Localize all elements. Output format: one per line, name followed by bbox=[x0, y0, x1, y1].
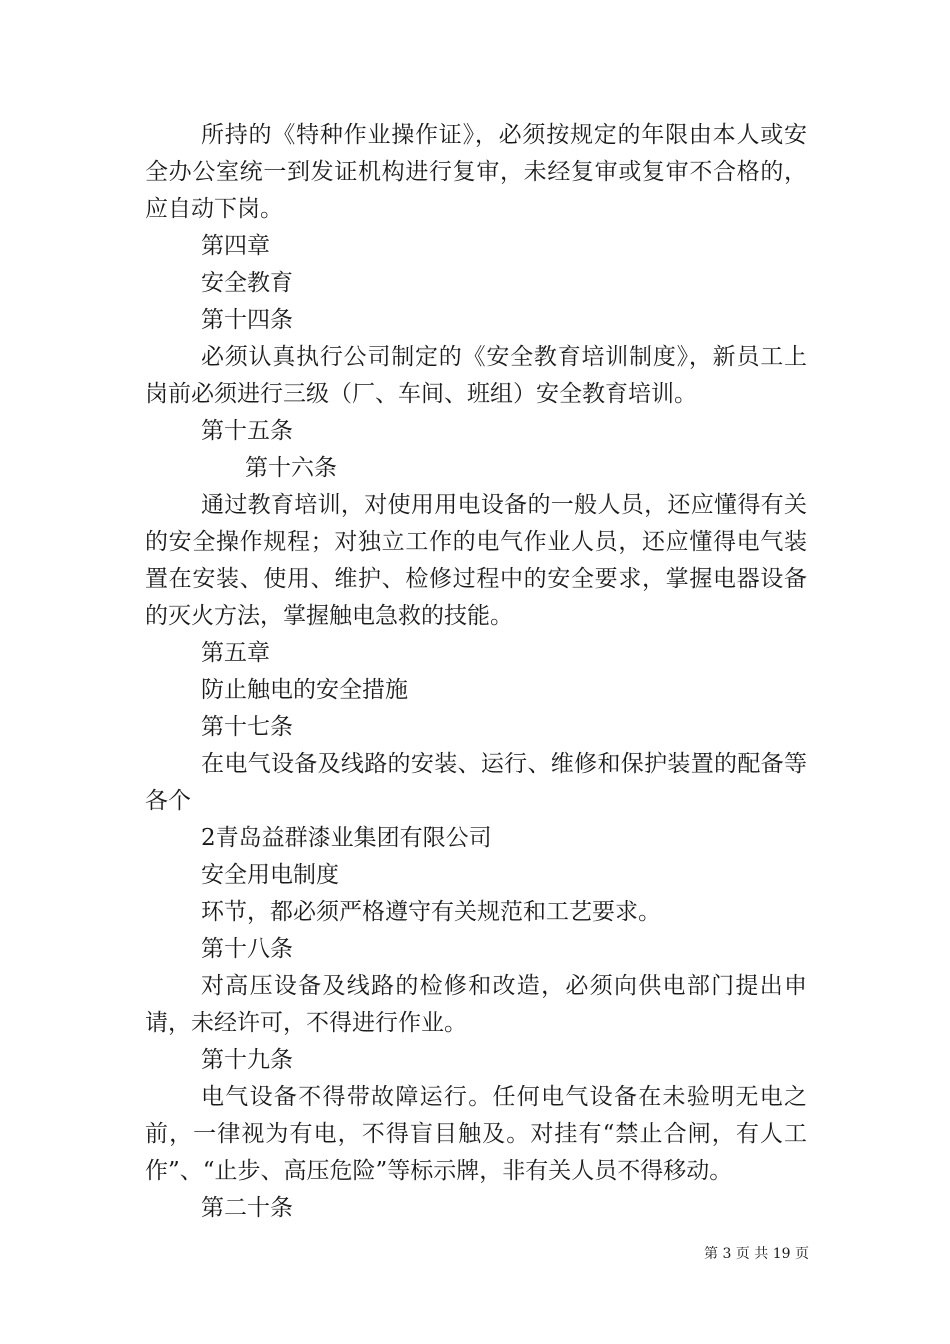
article-heading: 第十七条 bbox=[201, 714, 293, 740]
paragraph: 通过教育培训，对使用用电设备的一般人员，还应懂得有关的安全操作规程；对独立工作的电气作业人员，还应懂得电气装置在安装、使用、维护、检修过程中的安全要求，掌握电器设备的灭火方法，掌握触电急救的技能。 bbox=[145, 492, 807, 629]
company-name: 2青岛益群漆业集团有限公司 bbox=[201, 825, 492, 851]
paragraph: 所持的《特种作业操作证》，必须按规定的年限由本人或安全办公室统一到发证机构进行复审，未经复审或复审不合格的，应自动下岗。 bbox=[145, 122, 807, 222]
page-number-footer: 第 3 页 共 19 页 bbox=[704, 1246, 809, 1262]
paragraph: 环节，都必须严格遵守有关规范和工艺要求。 bbox=[201, 899, 661, 925]
chapter-title: 防止触电的安全措施 bbox=[201, 677, 408, 703]
chapter-title: 安全教育 bbox=[201, 270, 293, 296]
chapter-heading: 第五章 bbox=[201, 640, 270, 666]
paragraph: 必须认真执行公司制定的《安全教育培训制度》，新员工上岗前必须进行三级（厂、车间、班组）安全教育培训。 bbox=[145, 344, 807, 407]
paragraph: 电气设备不得带故障运行。任何电气设备在未验明无电之前，一律视为有电，不得盲目触及。对挂有“禁止合闸，有人工作”、“止步、高压危险”等标示牌，非有关人员不得移动。 bbox=[145, 1084, 807, 1184]
paragraph: 在电气设备及线路的安装、运行、维修和保护装置的配备等各个 bbox=[145, 751, 807, 814]
article-heading: 第十六条 bbox=[245, 455, 337, 481]
article-heading: 第十四条 bbox=[201, 307, 293, 333]
article-heading: 第二十条 bbox=[201, 1195, 293, 1221]
document-title: 安全用电制度 bbox=[201, 862, 339, 888]
article-heading: 第十九条 bbox=[201, 1047, 293, 1073]
chapter-heading: 第四章 bbox=[201, 233, 270, 259]
paragraph: 对高压设备及线路的检修和改造，必须向供电部门提出申请，未经许可，不得进行作业。 bbox=[145, 973, 807, 1036]
document-body bbox=[145, 117, 807, 1227]
article-heading: 第十五条 bbox=[201, 418, 293, 444]
article-heading: 第十八条 bbox=[201, 936, 293, 962]
